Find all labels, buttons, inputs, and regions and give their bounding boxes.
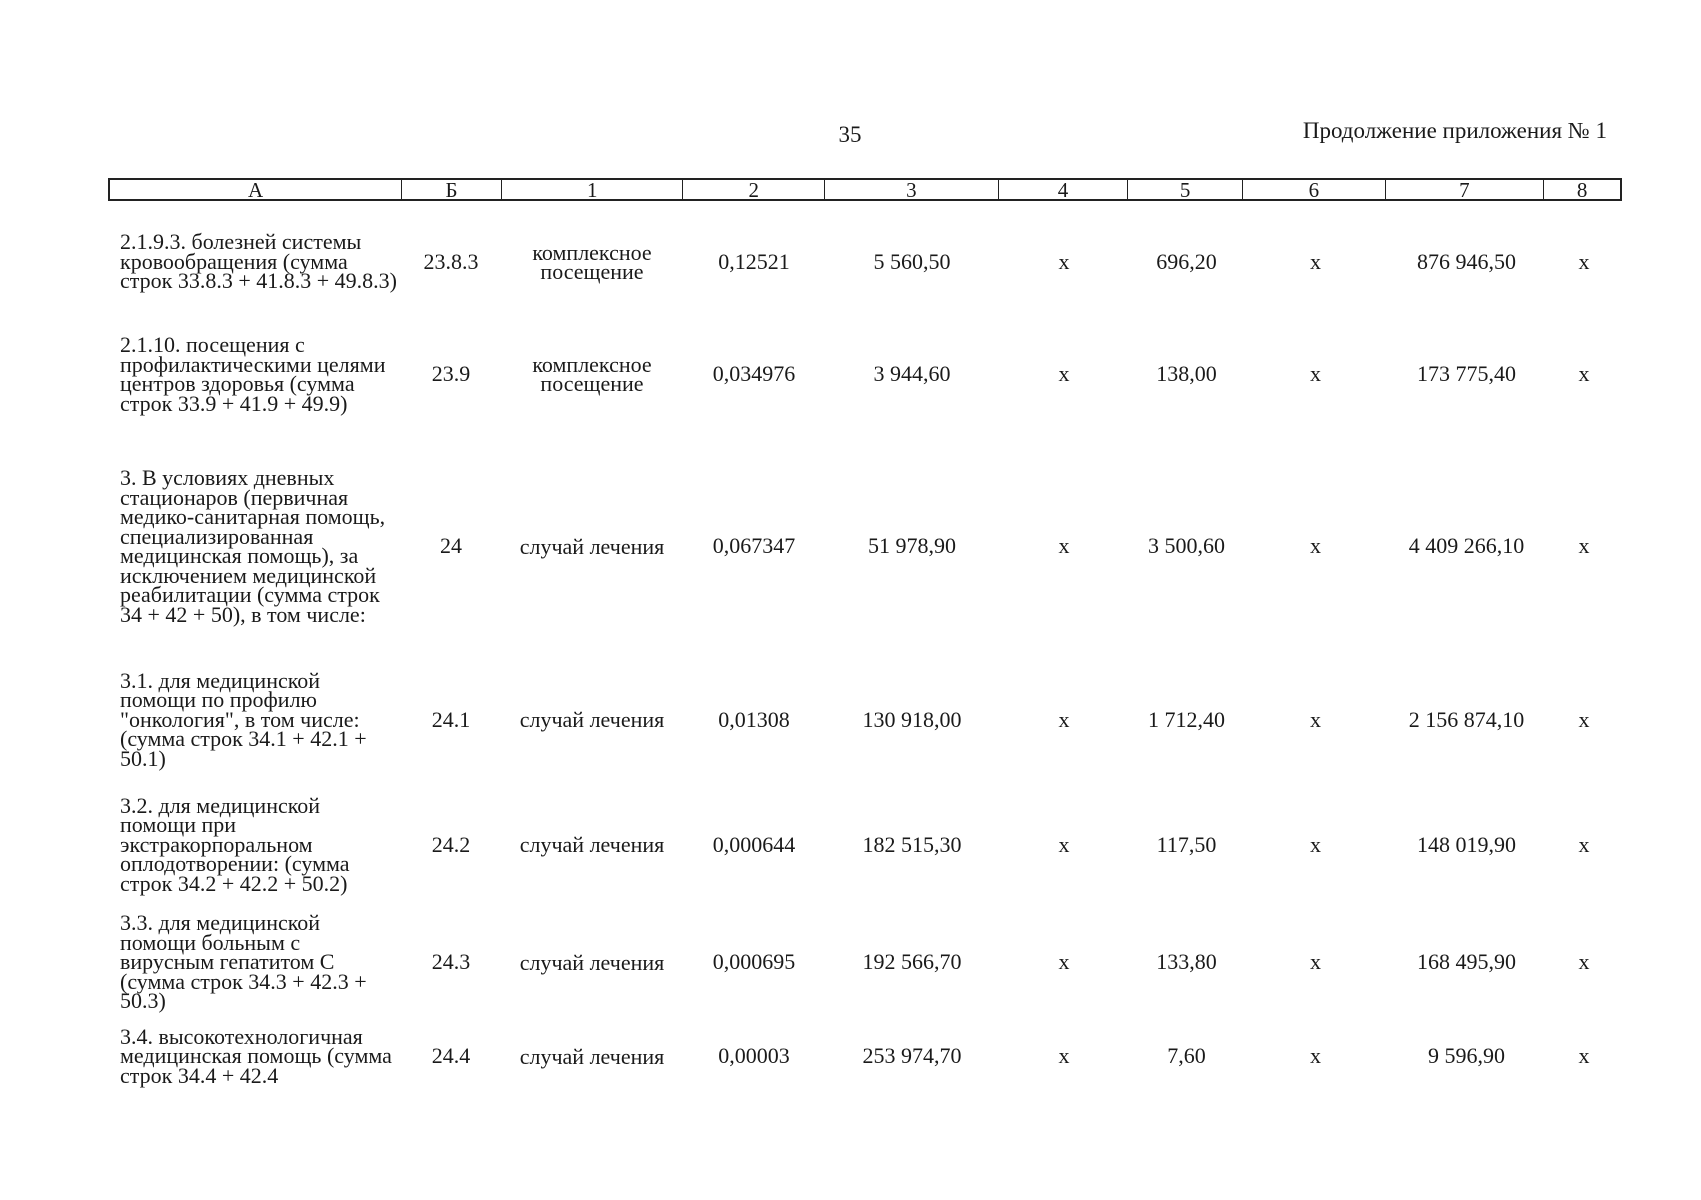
header-col-3: 3 xyxy=(825,180,999,199)
table-row xyxy=(108,782,1622,907)
row-col2-cell: 0,12521 xyxy=(718,248,790,274)
row-col5-cell: 1 712,40 xyxy=(1148,706,1225,732)
table-header xyxy=(108,178,1622,201)
header-col-5: 5 xyxy=(1128,180,1243,199)
row-col7-cell: 876 946,50 xyxy=(1417,248,1516,274)
row-col8-cell: х xyxy=(1578,831,1590,857)
row-col8-cell: х xyxy=(1578,533,1590,558)
row-col7-cell: 2 156 874,10 xyxy=(1408,706,1525,732)
row-col5-cell: 133,80 xyxy=(1156,949,1217,974)
row-col7-cell: 148 019,90 xyxy=(1417,831,1516,857)
row-col4-cell: х xyxy=(1058,361,1070,386)
row-code-cell: 24.2 xyxy=(431,831,471,857)
row-col3-cell: 253 974,70 xyxy=(862,1043,962,1068)
row-col7-cell: 173 775,40 xyxy=(1417,361,1516,386)
row-code-cell: 24.1 xyxy=(431,706,471,732)
row-col7-cell: 4 409 266,10 xyxy=(1408,533,1525,558)
row-col6-cell: х xyxy=(1310,248,1321,274)
row-col8-cell: х xyxy=(1578,361,1590,386)
row-col3-cell: 192 566,70 xyxy=(862,949,962,974)
row-col2-cell: 0,067347 xyxy=(712,533,796,558)
row-col6-cell: х xyxy=(1310,706,1321,732)
row-col8-cell: х xyxy=(1578,949,1590,974)
header-col-a: А xyxy=(110,180,402,199)
table-body xyxy=(108,210,1622,1095)
row-name-cell: 3.2. для медицинской помощи при экстракорпоральном оплодотворении: (сумма строк 34.2 + 42.2 + 50.2) xyxy=(120,792,350,896)
row-name-cell: 2.1.10. посещения с профилактическими целями центров здоровья (сумма строк 33.9 + 41.9 + 49.9) xyxy=(120,332,386,416)
row-col8-cell: х xyxy=(1578,1043,1590,1068)
row-unit-cell: случай лечения xyxy=(519,832,665,857)
header-col-8: 8 xyxy=(1576,178,1588,202)
row-col7-cell: 9 596,90 xyxy=(1428,1043,1505,1068)
row-col2-cell: 0,01308 xyxy=(718,706,790,732)
row-unit-cell: случай лечения xyxy=(519,949,665,975)
table-row xyxy=(108,435,1622,657)
row-col6-cell: х xyxy=(1310,949,1321,974)
row-col8-cell: х xyxy=(1578,706,1590,732)
header-col-4: 4 xyxy=(999,180,1129,199)
table-row xyxy=(108,313,1622,435)
row-col6-cell: х xyxy=(1310,831,1321,857)
row-col4-cell: х xyxy=(1058,706,1070,732)
row-col5-cell: 696,20 xyxy=(1156,248,1217,274)
appendix-continuation-note: Продолжение приложения № 1 xyxy=(1302,118,1607,143)
row-col2-cell: 0,00003 xyxy=(718,1043,790,1068)
row-unit-cell: комплексное посещение xyxy=(532,239,652,284)
row-code-cell: 23.9 xyxy=(431,361,471,386)
row-col3-cell: 182 515,30 xyxy=(862,831,962,857)
row-code-cell: 23.8.3 xyxy=(423,248,479,274)
row-name-cell: 3.1. для медицинской помощи по профилю "онкология", в том числе: (сумма строк 34.1 + 42.1 + 50.1) xyxy=(120,667,367,771)
row-col5-cell: 3 500,60 xyxy=(1148,533,1225,558)
row-col4-cell: х xyxy=(1058,248,1070,274)
row-col5-cell: 117,50 xyxy=(1156,831,1217,857)
table-row xyxy=(108,210,1622,313)
row-col5-cell: 138,00 xyxy=(1156,361,1217,386)
row-col3-cell: 130 918,00 xyxy=(862,706,962,732)
row-col3-cell: 5 560,50 xyxy=(873,248,951,274)
row-col6-cell: х xyxy=(1310,533,1321,558)
row-col4-cell: х xyxy=(1058,1043,1070,1068)
table-row xyxy=(108,657,1622,782)
row-col4-cell: х xyxy=(1058,831,1070,857)
row-col2-cell: 0,034976 xyxy=(712,361,796,386)
row-col2-cell: 0,000644 xyxy=(712,831,796,857)
row-col7-cell: 168 495,90 xyxy=(1417,949,1516,974)
row-col6-cell: х xyxy=(1310,361,1321,386)
page-number: 35 xyxy=(838,122,862,147)
header-col-1: 1 xyxy=(502,180,684,199)
header-col-7: 7 xyxy=(1386,180,1545,199)
row-code-cell: 24 xyxy=(440,533,462,558)
header-col-6: 6 xyxy=(1243,180,1386,199)
row-unit-cell: комплексное посещение xyxy=(532,352,652,396)
row-col4-cell: х xyxy=(1058,949,1070,974)
row-col3-cell: 3 944,60 xyxy=(873,361,951,386)
row-code-cell: 24.4 xyxy=(431,1043,471,1068)
row-name-cell: 3.4. высокотехнологичная медицинская помощь (сумма строк 34.4 + 42.4 xyxy=(120,1023,392,1088)
row-name-cell: 2.1.9.3. болезней системы кровообращения (сумма строк 33.8.3 + 41.8.3 + 49.8.3) xyxy=(120,229,397,294)
table-row xyxy=(108,1017,1622,1095)
row-col8-cell: х xyxy=(1578,248,1590,274)
row-name-cell: 3.3. для медицинской помощи больным с вирусным гепатитом С (сумма строк 34.3 + 42.3 + 50.3) xyxy=(120,910,367,1014)
row-col2-cell: 0,000695 xyxy=(712,949,796,974)
table-row xyxy=(108,907,1622,1017)
row-unit-cell: случай лечения xyxy=(519,707,665,732)
row-col6-cell: х xyxy=(1310,1043,1321,1068)
row-col4-cell: х xyxy=(1058,533,1070,558)
row-name-cell: 3. В условиях дневных стационаров (первичная медико-санитарная помощь, специализированная медицинская помощь), за исключением медицинской реабилитации (сумма строк 34 + 42 + 50), в том числе: xyxy=(120,465,386,627)
row-col3-cell: 51 978,90 xyxy=(868,533,956,558)
header-col-b: Б xyxy=(402,180,502,199)
header-col-2: 2 xyxy=(683,180,825,199)
row-unit-cell: случай лечения xyxy=(519,533,665,559)
row-col5-cell: 7,60 xyxy=(1167,1043,1206,1068)
row-unit-cell: случай лечения xyxy=(519,1043,665,1069)
row-code-cell: 24.3 xyxy=(431,949,471,974)
